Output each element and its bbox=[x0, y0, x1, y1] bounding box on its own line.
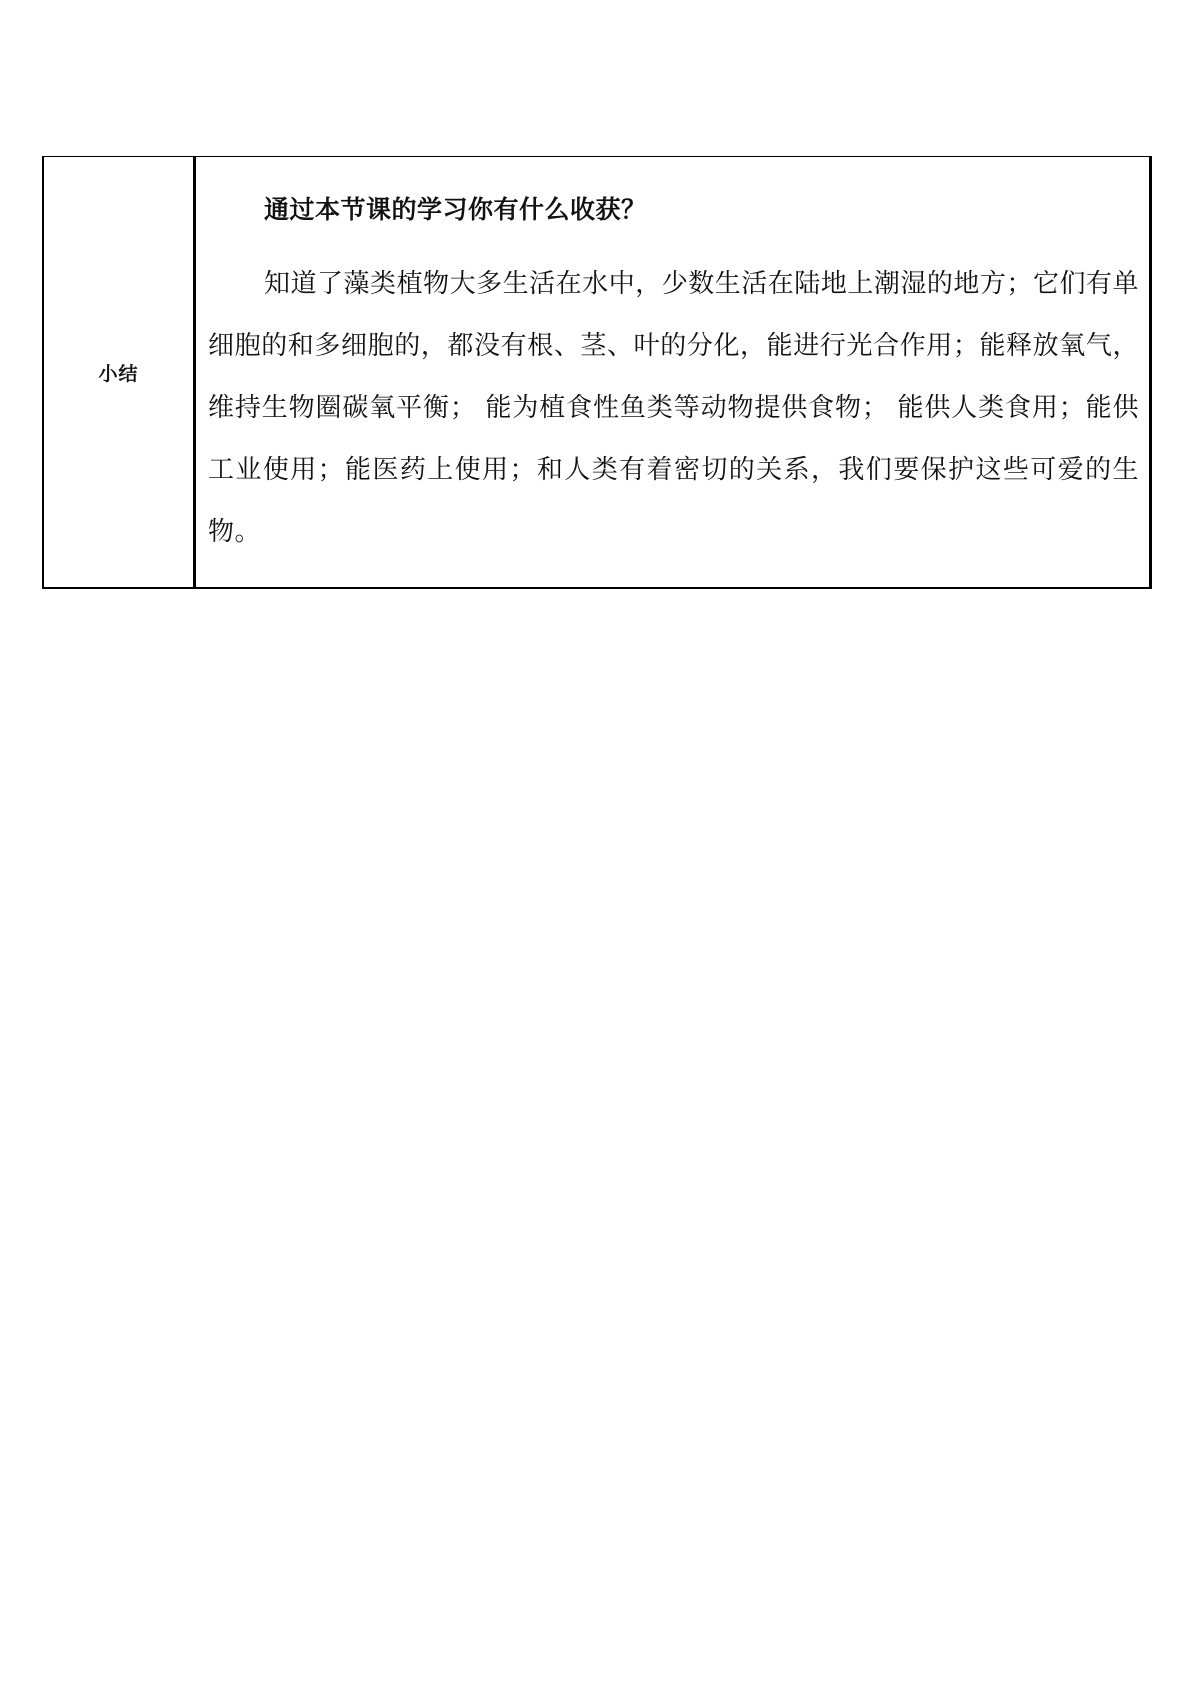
content-cell bbox=[195, 157, 1151, 589]
content-body bbox=[196, 157, 1149, 563]
label-cell bbox=[43, 157, 195, 589]
table-row bbox=[43, 157, 1151, 589]
summary-answer: 知道了藻类植物大多生活在水中，少数生活在陆地上潮湿的地方；它们有单细胞的和多细胞的，都没有根、茎、叶的分化，能进行光合作用；能释放氧气，维持生物圈碳氧平衡； 能为植食性鱼类等动物提供食物； 能供人类食用；能供工业使用；能医药上使用；和人类有着密切的关系，我们要保护这些可爱的生物。 bbox=[208, 269, 1139, 547]
summary-question: 通过本节课的学习你有什么收获？ bbox=[264, 195, 647, 224]
summary-label: 小结 bbox=[98, 362, 139, 385]
summary-table bbox=[42, 156, 1152, 589]
